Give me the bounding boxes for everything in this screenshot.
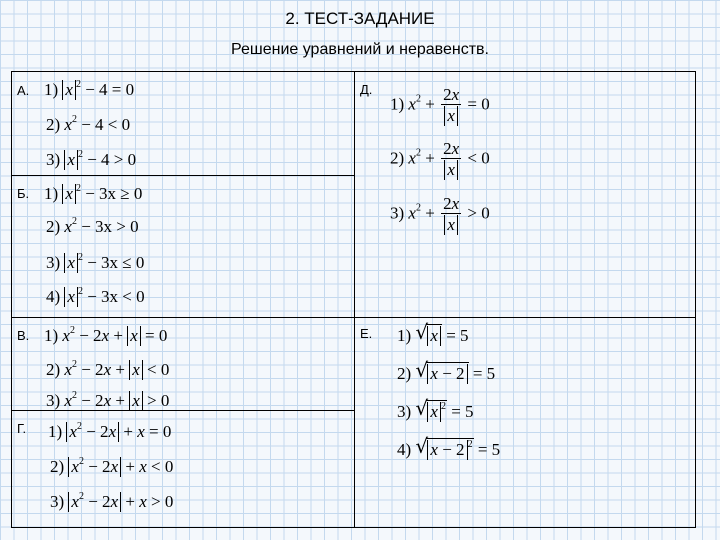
equation-v1: 1) $x^2 - 2x + x = 0$ — [44, 325, 168, 345]
equation-e3: 3) √ x $^2$ = 5 — [397, 400, 474, 422]
equation-e1: 1) √ x = 5 — [397, 324, 469, 346]
equation-e2: 2) √ x − 2 = 5 — [397, 362, 495, 384]
equation-b4: 4) x $^2$ − 3x < 0 — [46, 286, 145, 306]
equation-v3: 3) $x^2 - 2x + x > 0$ — [46, 390, 170, 410]
cell-label-v: В. — [17, 328, 30, 343]
equation-a2: 2) $x^2 - 4 < 0$ — [46, 114, 131, 134]
equation-a3: 3) x $^2$ − 4 > 0 — [46, 149, 137, 169]
equation-b1: 1) x $^2$ − 3x ≥ 0 — [44, 183, 143, 203]
equation-g2: 2) $x^2 - 2x + x < 0$ — [50, 456, 174, 476]
cell-label-a: А. — [17, 83, 30, 98]
equation-d2: 2) $x^2$ + $\frac{2x}{x}$ < 0 — [390, 139, 490, 179]
equation-b3: 3) x $^2$ − 3x ≤ 0 — [46, 252, 145, 272]
cell-label-b: Б. — [17, 186, 30, 201]
equation-g3: 3) $x^2 - 2x + x > 0$ — [50, 491, 174, 511]
equation-b2: 2) $x^2 - 3x > 0$ — [46, 216, 139, 236]
equation-g1: 1) $x^2 - 2x + x = 0$ — [48, 421, 172, 441]
equation-e4: 4) √ x − 2 $^2$ = 5 — [397, 438, 500, 460]
equation-d1: 1) $x^2$ + $\frac{2x}{x}$ = 0 — [390, 85, 490, 125]
equation-v2: 2) $x^2 - 2x + x < 0$ — [46, 359, 170, 379]
equation-a1: 1) x $^2$ − 4 = 0 — [44, 79, 135, 99]
page-subtitle: Решение уравнений и неравенств. — [231, 41, 489, 58]
cell-label-d: Д. — [360, 82, 373, 97]
equation-d3: 3) $x^2$ + $\frac{2x}{x}$ > 0 — [390, 194, 490, 234]
cell-label-g: Г. — [17, 421, 27, 436]
page-title: 2. ТЕСТ-ЗАДАНИЕ — [285, 9, 435, 28]
cell-label-e: Е. — [360, 326, 373, 341]
